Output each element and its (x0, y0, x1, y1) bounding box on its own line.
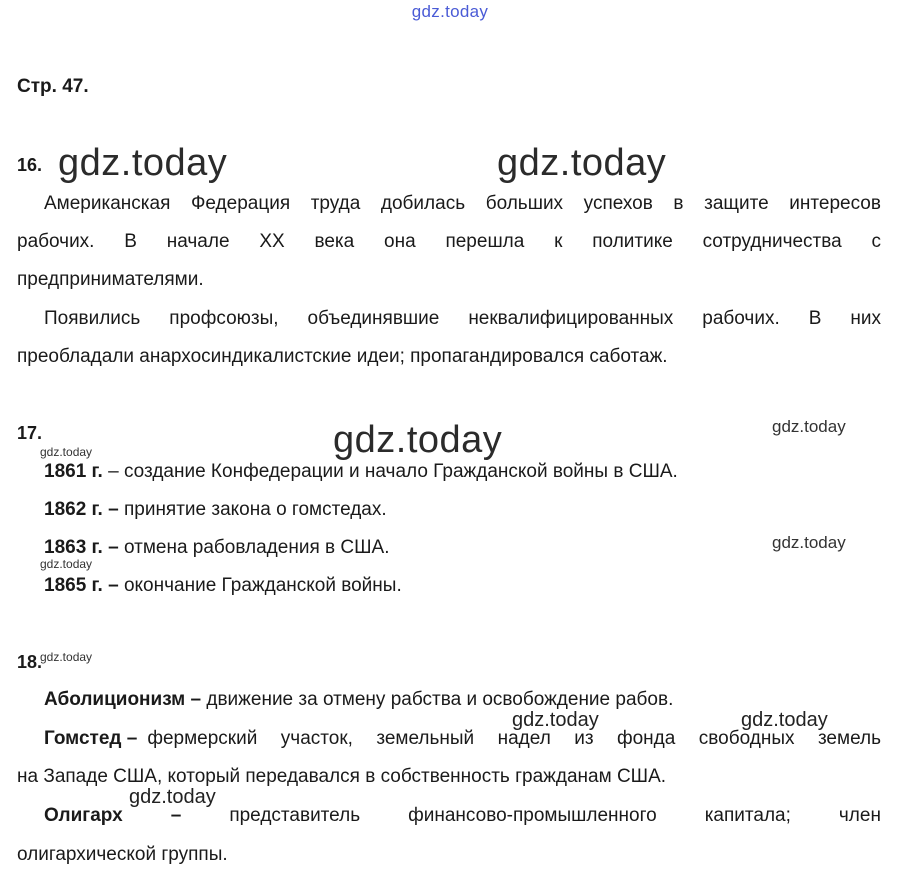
watermark-medium: gdz.today (741, 709, 828, 731)
word: свободных (698, 728, 795, 749)
watermark-medium: gdz.today (512, 709, 599, 731)
watermark-tiny: gdz.today (40, 557, 93, 571)
word: сотрудничества (702, 231, 842, 252)
word: XX (259, 231, 285, 252)
word: представитель (229, 805, 361, 826)
term-name: Олигарх (44, 805, 123, 826)
word: фермерский (147, 728, 258, 749)
word: Федерация (190, 193, 291, 214)
word: перешла (445, 231, 525, 252)
timeline-year: 1861 г. (44, 461, 103, 482)
word: член (838, 805, 881, 826)
watermark-large: gdz.today (58, 142, 228, 184)
word: профсоюзы, (169, 308, 279, 329)
watermark-large: gdz.today (333, 419, 503, 461)
term-name: Гомстед – (44, 728, 138, 749)
word: Американская (44, 193, 171, 214)
word: интересов (789, 193, 881, 214)
task-17-number: 17. (17, 423, 43, 443)
term-oligarch-line2: олигархической группы. (17, 844, 228, 865)
word: к (554, 231, 563, 252)
task-16-number: 16. (17, 155, 43, 175)
word: них (850, 308, 881, 329)
watermark-top: gdz.today (411, 2, 489, 21)
term-name: Аболиционизм – (44, 689, 202, 710)
timeline-event: – создание Конфедерации и начало Гражданской войны в США. (108, 461, 678, 482)
word: земельный (376, 728, 475, 749)
timeline-item (44, 461, 678, 483)
word: земель (817, 728, 881, 749)
word: рабочих. (17, 231, 95, 252)
page-label: Стр. 47. (17, 76, 89, 97)
task-18-number: 18. (17, 652, 43, 672)
word: неквалифицированных (468, 308, 674, 329)
watermark-medium: gdz.today (129, 786, 216, 808)
word: из (574, 728, 594, 749)
word: защите (704, 193, 769, 214)
word: надел (497, 728, 551, 749)
word: объединявшие (307, 308, 440, 329)
timeline-event: отмена рабовладения в США. (123, 537, 390, 558)
word: В (124, 231, 137, 252)
task-16-p1-line2 (17, 231, 881, 253)
term-dash: – (170, 805, 182, 826)
watermark-small: gdz.today (772, 533, 846, 552)
task-16-p2-line1 (44, 308, 881, 330)
task-16-p1-line1 (44, 193, 881, 215)
word: с (871, 231, 881, 252)
word: века (314, 231, 355, 252)
term-homestead-line1 (44, 728, 881, 750)
task-16-p2-line2: преобладали анархосиндикалистские идеи; пропагандировался саботаж. (17, 346, 668, 367)
timeline-item (44, 537, 389, 559)
word: Появились (44, 308, 141, 329)
watermark-tiny: gdz.today (40, 445, 93, 459)
word: она (384, 231, 416, 252)
word: труда (310, 193, 361, 214)
term-abolitionism (44, 689, 673, 711)
timeline-event: принятие закона о гомстедах. (123, 499, 387, 520)
word: больших (485, 193, 564, 214)
word: начале (166, 231, 230, 252)
term-definition: движение за отмену рабства и освобождение рабов. (206, 689, 674, 710)
word: фонда (616, 728, 676, 749)
timeline-event: окончание Гражданской войны. (123, 575, 402, 596)
task-16-p1-line3: предпринимателями. (17, 269, 204, 290)
timeline-year: 1862 г. – (44, 499, 119, 520)
word: финансово-промышленного (408, 805, 657, 826)
timeline-year: 1863 г. – (44, 537, 119, 558)
timeline-year: 1865 г. – (44, 575, 119, 596)
timeline-item (44, 499, 387, 521)
word: В (808, 308, 822, 329)
word: в (673, 193, 684, 214)
word: капитала; (704, 805, 791, 826)
word: участок, (280, 728, 353, 749)
word: добилась (380, 193, 466, 214)
timeline-item (44, 575, 402, 597)
term-homestead-line2: на Западе США, который передавался в собственность гражданам США. (17, 766, 667, 787)
word: успехов (583, 193, 653, 214)
word: рабочих. (702, 308, 780, 329)
term-oligarch-line1 (44, 805, 881, 827)
watermark-tiny: gdz.today (40, 650, 93, 664)
watermark-large: gdz.today (497, 142, 667, 184)
word: политике (592, 231, 673, 252)
watermark-small: gdz.today (772, 417, 846, 436)
